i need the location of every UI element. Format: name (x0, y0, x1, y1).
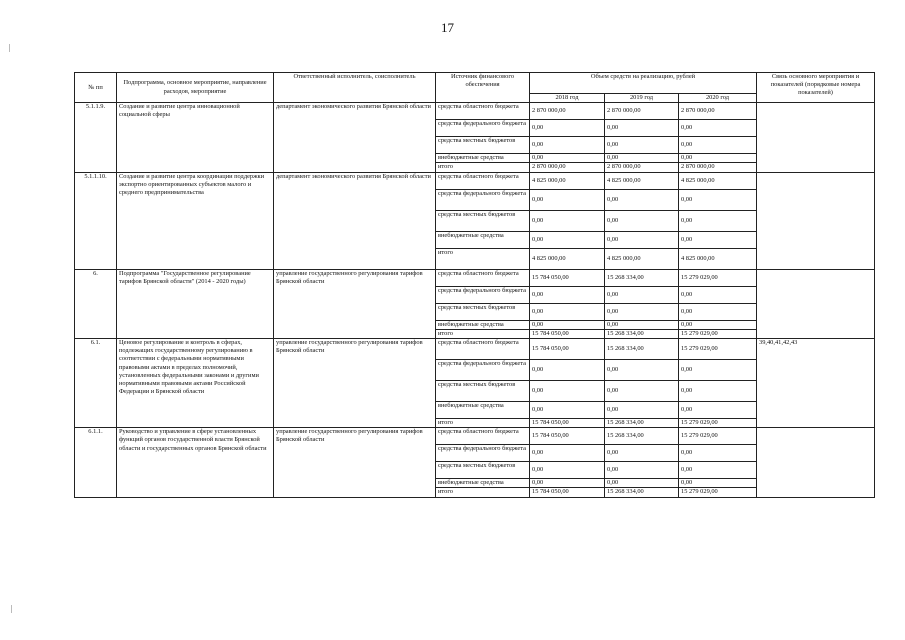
amount-2020: 0,00 (679, 381, 757, 402)
source-label: средства областного бюджета (436, 172, 530, 189)
amount-2020: 0,00 (679, 360, 757, 381)
amount-2020: 15 279 029,00 (679, 428, 757, 445)
amount-2020: 4 825 000,00 (679, 172, 757, 189)
source-label: средства федерального бюджета (436, 189, 530, 210)
amount-2019: 15 268 334,00 (605, 488, 679, 497)
amount-2018: 0,00 (530, 286, 605, 303)
source-label: средства областного бюджета (436, 428, 530, 445)
row-name: Создание и развитие центра инновационной социальной сферы (117, 103, 274, 172)
source-label: итого (436, 163, 530, 172)
source-label: внебюджетные средства (436, 154, 530, 163)
amount-2018: 0,00 (530, 381, 605, 402)
header-2018: 2018 год (530, 94, 605, 103)
table-row (75, 339, 875, 360)
amount-2020: 0,00 (679, 445, 757, 462)
amount-2019: 15 268 334,00 (605, 428, 679, 445)
source-label: средства федерального бюджета (436, 445, 530, 462)
amount-2018: 0,00 (530, 462, 605, 479)
row-link (757, 428, 875, 497)
source-label: средства местных бюджетов (436, 303, 530, 320)
header-source: Источник финансового обеспечения (436, 73, 530, 103)
amount-2018: 0,00 (530, 137, 605, 154)
amount-2020: 0,00 (679, 120, 757, 137)
source-label: итого (436, 488, 530, 497)
amount-2018: 0,00 (530, 402, 605, 419)
row-executor: управление государственного регулирования тарифов Брянской области (274, 269, 436, 338)
header-row (75, 73, 875, 94)
row-link (757, 269, 875, 338)
amount-2019: 15 268 334,00 (605, 329, 679, 338)
row-name: Подпрограмма "Государственное регулирование тарифов Брянской области" (2014 - 2020 годы) (117, 269, 274, 338)
amount-2019: 0,00 (605, 189, 679, 210)
amount-2018: 0,00 (530, 445, 605, 462)
row-link (757, 172, 875, 269)
amount-2019: 15 268 334,00 (605, 419, 679, 428)
amount-2018: 0,00 (530, 479, 605, 488)
amount-2020: 15 279 029,00 (679, 269, 757, 286)
row-executor: департамент экономического развития Брянской области (274, 172, 436, 269)
header-num: № пп (75, 73, 117, 103)
header-executor: Ответственный исполнитель, соисполнитель (274, 73, 436, 103)
amount-2020: 0,00 (679, 189, 757, 210)
amount-2020: 0,00 (679, 286, 757, 303)
amount-2018: 0,00 (530, 303, 605, 320)
row-executor: управление государственного регулирования тарифов Брянской области (274, 339, 436, 428)
amount-2018: 15 784 050,00 (530, 269, 605, 286)
amount-2019: 0,00 (605, 479, 679, 488)
source-label: итого (436, 419, 530, 428)
amount-2019: 0,00 (605, 120, 679, 137)
amount-2020: 0,00 (679, 402, 757, 419)
source-label: итого (436, 248, 530, 269)
amount-2018: 15 784 050,00 (530, 428, 605, 445)
amount-2020: 15 279 029,00 (679, 419, 757, 428)
amount-2020: 0,00 (679, 303, 757, 320)
source-label: внебюджетные средства (436, 231, 530, 248)
source-label: внебюджетные средства (436, 402, 530, 419)
amount-2019: 0,00 (605, 360, 679, 381)
table-row (75, 269, 875, 286)
amount-2019: 0,00 (605, 231, 679, 248)
amount-2019: 0,00 (605, 286, 679, 303)
source-label: внебюджетные средства (436, 479, 530, 488)
source-label: средства местных бюджетов (436, 381, 530, 402)
amount-2018: 0,00 (530, 154, 605, 163)
amount-2018: 15 784 050,00 (530, 329, 605, 338)
page-number: 17 (441, 20, 454, 35)
row-executor: управление государственного регулирования тарифов Брянской области (274, 428, 436, 497)
amount-2020: 0,00 (679, 462, 757, 479)
amount-2018: 4 825 000,00 (530, 172, 605, 189)
amount-2019: 0,00 (605, 402, 679, 419)
amount-2019: 0,00 (605, 462, 679, 479)
amount-2019: 2 870 000,00 (605, 163, 679, 172)
source-label: средства областного бюджета (436, 269, 530, 286)
amount-2018: 15 784 050,00 (530, 488, 605, 497)
amount-2018: 0,00 (530, 189, 605, 210)
amount-2018: 4 825 000,00 (530, 248, 605, 269)
source-label: внебюджетные средства (436, 320, 530, 329)
amount-2019: 0,00 (605, 210, 679, 231)
amount-2018: 2 870 000,00 (530, 103, 605, 120)
amount-2020: 15 279 029,00 (679, 339, 757, 360)
amount-2019: 0,00 (605, 303, 679, 320)
row-number: 6.1.1. (75, 428, 117, 497)
header-2019: 2019 год (605, 94, 679, 103)
row-number: 5.1.1.10. (75, 172, 117, 269)
amount-2019: 0,00 (605, 137, 679, 154)
source-label: средства областного бюджета (436, 103, 530, 120)
amount-2018: 15 784 050,00 (530, 419, 605, 428)
row-number: 6. (75, 269, 117, 338)
amount-2020: 15 279 029,00 (679, 488, 757, 497)
row-link (757, 103, 875, 172)
table-row (75, 172, 875, 189)
amount-2019: 0,00 (605, 154, 679, 163)
amount-2019: 0,00 (605, 320, 679, 329)
scan-mark (9, 44, 10, 52)
table-row (75, 103, 875, 120)
amount-2018: 0,00 (530, 360, 605, 381)
row-name: Создание и развитие центра координации поддержки экспортно ориентированных субъектов малого и среднего предпринимательства (117, 172, 274, 269)
row-executor: департамент экономического развития Брянской области (274, 103, 436, 172)
amount-2018: 2 870 000,00 (530, 163, 605, 172)
amount-2020: 0,00 (679, 231, 757, 248)
amount-2020: 15 279 029,00 (679, 329, 757, 338)
source-label: средства федерального бюджета (436, 286, 530, 303)
header-volume: Объем средств на реализацию, рублей (530, 73, 757, 94)
source-label: средства местных бюджетов (436, 137, 530, 154)
amount-2018: 0,00 (530, 210, 605, 231)
table-body (75, 103, 875, 497)
amount-2019: 4 825 000,00 (605, 248, 679, 269)
amount-2018: 0,00 (530, 231, 605, 248)
source-label: итого (436, 329, 530, 338)
amount-2020: 4 825 000,00 (679, 248, 757, 269)
amount-2019: 0,00 (605, 381, 679, 402)
source-label: средства местных бюджетов (436, 462, 530, 479)
row-link: 39,40,41,42,43 (757, 339, 875, 428)
row-number: 5.1.1.9. (75, 103, 117, 172)
amount-2020: 0,00 (679, 137, 757, 154)
source-label: средства местных бюджетов (436, 210, 530, 231)
header-2020: 2020 год (679, 94, 757, 103)
row-name: Руководство и управление в сфере установленных функций органов государственной власти Брянской области и государственных органов Брянской области (117, 428, 274, 497)
row-number: 6.1. (75, 339, 117, 428)
amount-2020: 0,00 (679, 154, 757, 163)
amount-2020: 0,00 (679, 320, 757, 329)
header-program: Подпрограмма, основное мероприятие, направление расходов, мероприятие (117, 73, 274, 103)
row-name: Ценовое регулирование и контроль в сферах, подлежащих государственному регулированию в соответствии с федеральными нормативными правовыми актами в пределах полномочий, установленных федеральными законами и другими нормативными правовыми актами Российской Федерации и Брянской области (117, 339, 274, 428)
amount-2020: 2 870 000,00 (679, 163, 757, 172)
amount-2019: 4 825 000,00 (605, 172, 679, 189)
amount-2019: 0,00 (605, 445, 679, 462)
amount-2019: 2 870 000,00 (605, 103, 679, 120)
amount-2018: 0,00 (530, 320, 605, 329)
source-label: средства федерального бюджета (436, 360, 530, 381)
funding-table (74, 72, 875, 498)
amount-2020: 2 870 000,00 (679, 103, 757, 120)
amount-2020: 0,00 (679, 210, 757, 231)
amount-2018: 0,00 (530, 120, 605, 137)
amount-2019: 15 268 334,00 (605, 269, 679, 286)
header-link: Связь основного мероприятия и показателей (порядковые номера показателей) (757, 73, 875, 103)
scan-mark (11, 605, 12, 613)
amount-2018: 15 784 050,00 (530, 339, 605, 360)
source-label: средства федерального бюджета (436, 120, 530, 137)
amount-2019: 15 268 334,00 (605, 339, 679, 360)
table-row (75, 428, 875, 445)
source-label: средства областного бюджета (436, 339, 530, 360)
amount-2020: 0,00 (679, 479, 757, 488)
